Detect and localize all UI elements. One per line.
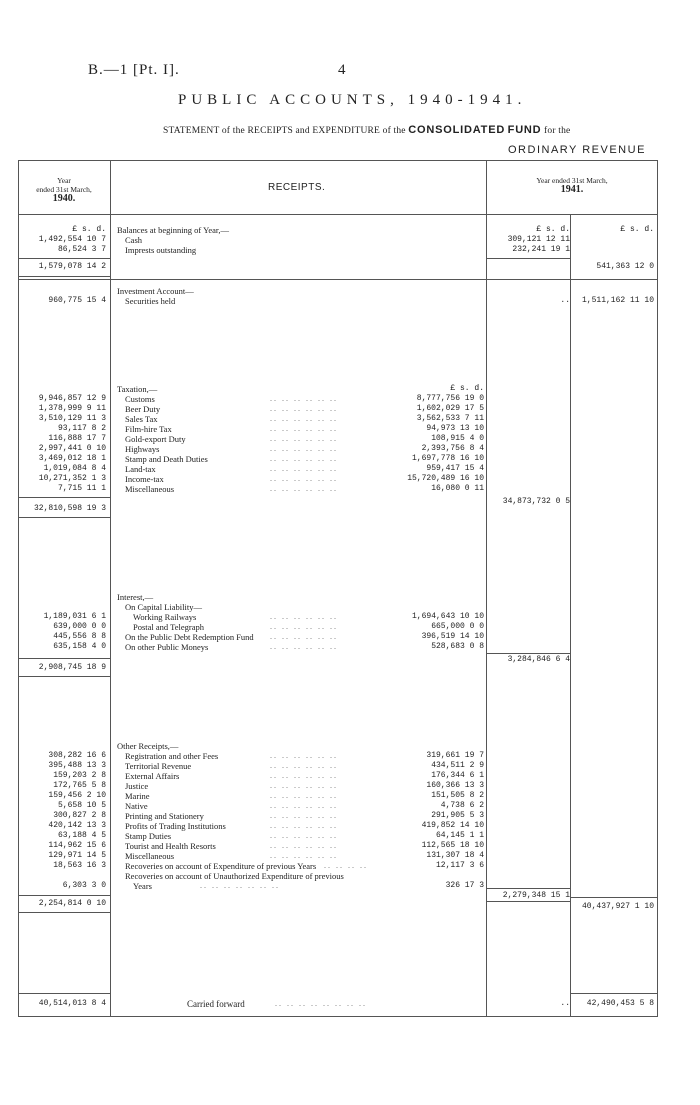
subtotal-rule — [18, 912, 110, 913]
subtitle-part-b: CONSOLIDATED — [408, 124, 506, 136]
subtotal-rule — [570, 897, 658, 898]
leader-dots: .. .. .. .. .. .. — [270, 851, 338, 860]
leader-dots: .. .. .. .. .. .. — [270, 771, 338, 780]
table-row — [0, 394, 700, 404]
inner-amount: 3,562,533 7 11 — [416, 414, 484, 423]
table-row — [0, 424, 700, 434]
section-rule — [18, 279, 658, 280]
subtotal-row — [0, 663, 700, 673]
inner-amount: 108,915 4 0 — [431, 434, 484, 443]
prev-amount: 639,000 0 0 — [53, 622, 106, 631]
leader-dots: .. .. .. .. .. .. — [270, 394, 338, 403]
leader-dots: .. .. .. .. .. .. — [270, 414, 338, 423]
table-row — [0, 464, 700, 474]
prev-amount: 116,888 17 7 — [48, 434, 106, 443]
inner-amount: 160,366 13 3 — [426, 781, 484, 790]
inner-amount: 2,393,756 8 4 — [421, 444, 484, 453]
prev-amount: 445,556 8 8 — [53, 632, 106, 641]
row-label: Recoveries on account of Unauthorized Expenditure of previous — [125, 871, 344, 881]
table-row — [0, 484, 700, 494]
row-label: External Affairs — [125, 771, 180, 781]
leader-dots: .. .. .. .. .. .. — [270, 464, 338, 473]
prev-amount: 6,303 3 0 — [62, 881, 106, 890]
page-title: PUBLIC ACCOUNTS, 1940-1941. — [178, 92, 527, 108]
current-carried: .. — [560, 999, 570, 1008]
leader-dots: .. .. .. .. .. .. .. — [200, 881, 280, 890]
table-row — [0, 761, 700, 771]
statement-subtitle — [163, 124, 570, 136]
leader-dots: .. .. .. .. .. .. — [270, 484, 338, 493]
table-row — [0, 881, 700, 891]
leader-dots: .. .. .. .. .. .. — [270, 444, 338, 453]
document-reference: B.—1 [Pt. I]. — [88, 62, 180, 78]
prev-amount: 635,158 4 0 — [53, 642, 106, 651]
total-carried: 42,490,453 5 8 — [586, 999, 654, 1008]
row-label: Territorial Revenue — [125, 761, 192, 771]
table-row — [0, 791, 700, 801]
leader-dots: .. .. .. .. .. .. — [270, 632, 338, 641]
inner-amount: 665,000 0 0 — [431, 622, 484, 631]
prev-amount: 1,019,084 8 4 — [43, 464, 106, 473]
table-row — [0, 632, 700, 642]
subtitle-part-c: FUND — [507, 124, 542, 136]
subtotal-rule — [486, 653, 570, 654]
inner-amount: 1,602,029 17 5 — [416, 404, 484, 413]
carried-rule — [18, 993, 110, 994]
subtotal-row — [0, 504, 700, 514]
section-total: 541,363 12 0 — [596, 262, 654, 271]
row-label: Beer Duty — [125, 404, 161, 414]
leader-dots: .. .. .. .. .. .. — [270, 612, 338, 621]
grand-total: 40,437,927 1 10 — [581, 902, 654, 911]
other-title: Other Receipts,— — [117, 741, 179, 751]
inner-amount: 4,738 6 2 — [440, 801, 484, 810]
leader-dots: .. .. .. .. .. .. — [270, 454, 338, 463]
leader-dots: .. .. .. .. .. .. — [270, 434, 338, 443]
leader-dots: .. .. .. .. .. .. — [270, 781, 338, 790]
carried-label: Carried forward — [187, 999, 245, 1009]
row-label: On the Public Debt Redemption Fund — [125, 632, 254, 642]
table-row — [0, 444, 700, 454]
subtotal-rule — [18, 676, 110, 677]
interest-subtitle: On Capital Liability— — [125, 602, 202, 612]
row-label: Customs — [125, 394, 155, 404]
row-label: Postal and Telegraph — [133, 622, 205, 632]
section-total: 3,284,846 6 4 — [507, 655, 570, 664]
prev-amount: 114,962 15 6 — [48, 841, 106, 850]
leader-dots: .. .. .. .. .. .. — [270, 801, 338, 810]
row-label: Securities held — [125, 296, 176, 306]
prev-amount: 1,492,554 10 7 — [38, 235, 106, 244]
inner-amount: 151,505 8 2 — [431, 791, 484, 800]
row-label: Working Railways — [133, 612, 197, 622]
table-row — [0, 245, 700, 255]
table-row — [0, 801, 700, 811]
subtotal-rule — [486, 888, 570, 889]
current-year-heading — [488, 176, 656, 194]
inner-amount: 15,720,489 16 10 — [407, 474, 484, 483]
row-label: Sales Tax — [125, 414, 158, 424]
inner-amount: 176,344 6 1 — [431, 771, 484, 780]
prev-subtotal: 2,908,745 18 9 — [38, 663, 106, 672]
prev-amount: 3,510,129 11 3 — [38, 414, 106, 423]
row-label: Cash — [125, 235, 142, 245]
receipts-heading: RECEIPTS. — [268, 182, 326, 193]
inner-amount: 112,565 18 10 — [421, 841, 484, 850]
table-row — [0, 474, 700, 484]
investment-title: Investment Account— — [117, 286, 194, 296]
table-head-rule — [18, 214, 658, 215]
prev-amount: 129,971 14 5 — [48, 851, 106, 860]
table-row — [0, 871, 700, 881]
carried-rule — [570, 993, 658, 994]
inner-amount: 528,683 0 8 — [431, 642, 484, 651]
table-row — [0, 622, 700, 632]
interest-title: Interest,— — [117, 592, 154, 602]
row-label: Stamp Duties — [125, 831, 172, 841]
leader-dots: .. .. .. .. .. .. — [270, 404, 338, 413]
taxation-title-row — [0, 384, 700, 394]
leader-dots: .. .. .. .. .. .. — [270, 791, 338, 800]
inner-amount: 291,905 5 3 — [431, 811, 484, 820]
leader-dots: .. .. .. .. .. .. — [270, 424, 338, 433]
prev-amount: 960,775 15 4 — [48, 296, 106, 305]
table-row — [0, 404, 700, 414]
table-row — [0, 296, 700, 306]
leader-dots: .. .. .. .. .. .. — [270, 811, 338, 820]
row-label: Income-tax — [125, 474, 164, 484]
interest-sub-row — [0, 602, 700, 612]
prev-year-value: 1940. — [52, 193, 76, 204]
table-row — [0, 414, 700, 424]
prev-carried: 40,514,013 8 4 — [38, 999, 106, 1008]
leader-dots: .. .. .. .. .. .. — [270, 474, 338, 483]
current-amount: 232,241 19 1 — [512, 245, 570, 254]
table-row — [0, 781, 700, 791]
prev-amount: 18,563 16 3 — [53, 861, 106, 870]
leader-dots: .. .. .. .. .. .. — [270, 642, 338, 651]
inner-amount: 326 17 3 — [445, 881, 484, 890]
subtotal-rule — [486, 258, 570, 259]
row-label: Highways — [125, 444, 160, 454]
inner-amount: 396,519 14 10 — [421, 632, 484, 641]
subtitle-part-a: STATEMENT of the RECEIPTS and EXPENDITURE of the — [163, 126, 406, 136]
table-row — [0, 841, 700, 851]
prev-subtotal: 1,579,078 14 2 — [38, 262, 106, 271]
prev-subtotal: 32,810,598 19 3 — [33, 504, 106, 513]
prev-amount: 3,469,012 18 1 — [38, 454, 106, 463]
row-label: On other Public Moneys — [125, 642, 209, 652]
lsd-prev: £ s. d. — [72, 225, 106, 234]
grand-total-row — [0, 902, 700, 912]
table-row — [0, 235, 700, 245]
row-label: Printing and Stationery — [125, 811, 204, 821]
lsd-current: £ s. d. — [536, 225, 570, 234]
table-row — [0, 771, 700, 781]
subtotal-rule — [18, 276, 110, 277]
current-year-value: 1941. — [560, 184, 584, 195]
leader-dots: .. .. .. .. .. .. — [270, 751, 338, 760]
inner-amount: 434,511 2 9 — [431, 761, 484, 770]
leader-dots: .. .. .. .. .. .. — [270, 831, 338, 840]
inner-amount: 8,777,756 19 0 — [416, 394, 484, 403]
ordinary-revenue-heading: ORDINARY REVENUE — [508, 144, 646, 156]
prev-year-heading-a: Year — [57, 176, 71, 185]
prev-amount: 308,282 16 6 — [48, 751, 106, 760]
balances-title-row — [0, 225, 700, 235]
row-label: Profits of Trading Institutions — [125, 821, 226, 831]
table-row — [0, 434, 700, 444]
table-row — [0, 821, 700, 831]
prev-amount: 93,117 8 2 — [57, 424, 106, 433]
current-amount: .. — [560, 296, 570, 305]
prev-amount: 172,765 5 8 — [53, 781, 106, 790]
row-label: Recoveries on account of Expenditure of previous Years — [125, 861, 317, 871]
section-total: 34,873,732 0 5 — [502, 497, 570, 506]
current-amount: 309,121 12 11 — [507, 235, 570, 244]
inner-amount: 319,661 19 7 — [426, 751, 484, 760]
prev-amount: 86,524 3 7 — [57, 245, 106, 254]
table-row — [0, 454, 700, 464]
prev-amount: 10,271,352 1 3 — [38, 474, 106, 483]
prev-year-heading — [20, 176, 108, 203]
prev-amount: 2,997,441 0 10 — [38, 444, 106, 453]
row-label: Gold-export Duty — [125, 434, 186, 444]
prev-amount: 159,203 2 8 — [53, 771, 106, 780]
leader-dots: .. .. .. .. .. .. — [270, 761, 338, 770]
row-label: Land-tax — [125, 464, 156, 474]
current-year-heading-a: Year ended 31st March, — [536, 176, 608, 185]
table-bottom-rule — [18, 1016, 658, 1017]
prev-amount: 9,946,857 12 9 — [38, 394, 106, 403]
leader-dots: .. .. .. .. — [324, 861, 368, 870]
carried-forward-row — [0, 999, 700, 1009]
lsd-total: £ s. d. — [620, 225, 654, 234]
row-label: Justice — [125, 781, 149, 791]
row-label: Miscellaneous — [125, 484, 175, 494]
prev-amount: 420,142 13 3 — [48, 821, 106, 830]
table-row — [0, 831, 700, 841]
row-label: Miscellaneous — [125, 851, 175, 861]
inner-amount: 16,080 0 11 — [431, 484, 484, 493]
prev-amount: 395,488 13 3 — [48, 761, 106, 770]
inner-amount: 94,973 13 10 — [426, 424, 484, 433]
table-row — [0, 612, 700, 622]
other-title-row — [0, 741, 700, 751]
inner-amount: 419,852 14 10 — [421, 821, 484, 830]
table-row — [0, 642, 700, 652]
prev-amount: 7,715 11 1 — [57, 484, 106, 493]
prev-amount: 63,188 4 5 — [57, 831, 106, 840]
subtotal-rule — [18, 258, 110, 259]
lsd-inner: £ s. d. — [450, 384, 484, 393]
table-row — [0, 811, 700, 821]
subtotal-row — [0, 262, 700, 272]
leader-dots: .. .. .. .. .. .. — [270, 821, 338, 830]
inner-amount: 64,145 1 1 — [435, 831, 484, 840]
row-label: Imprests outstanding — [125, 245, 197, 255]
balances-title: Balances at beginning of Year,— — [117, 225, 230, 235]
prev-amount: 159,456 2 10 — [48, 791, 106, 800]
row-label: Years — [133, 881, 152, 891]
prev-subtotal: 2,254,814 0 10 — [38, 899, 106, 908]
inner-amount: 131,307 18 4 — [426, 851, 484, 860]
page-number: 4 — [338, 62, 346, 78]
row-label: Registration and other Fees — [125, 751, 219, 761]
leader-dots: .. .. .. .. .. .. .. .. — [275, 999, 367, 1008]
row-label: Film-hire Tax — [125, 424, 172, 434]
table-row — [0, 751, 700, 761]
prev-amount: 1,378,999 9 11 — [38, 404, 106, 413]
inner-amount: 1,697,778 16 10 — [411, 454, 484, 463]
taxation-title: Taxation,— — [117, 384, 158, 394]
prev-year-heading-b: ended 31st March, — [36, 185, 92, 194]
table-row — [0, 861, 700, 871]
inner-amount: 1,694,643 10 10 — [411, 612, 484, 621]
inner-amount: 12,117 3 6 — [435, 861, 484, 870]
table-top-rule — [18, 160, 658, 161]
prev-amount: 1,189,031 6 1 — [43, 612, 106, 621]
prev-amount: 300,827 2 8 — [53, 811, 106, 820]
section-total: 2,279,348 15 1 — [502, 891, 570, 900]
table-row — [0, 851, 700, 861]
row-label: Native — [125, 801, 148, 811]
interest-title-row — [0, 592, 700, 602]
subtotal-rule — [18, 517, 110, 518]
inner-amount: 959,417 15 4 — [426, 464, 484, 473]
row-label: Tourist and Health Resorts — [125, 841, 216, 851]
leader-dots: .. .. .. .. .. .. — [270, 622, 338, 631]
prev-amount: 5,658 10 5 — [57, 801, 106, 810]
subtitle-part-d: for the — [544, 126, 571, 136]
row-label: Stamp and Death Duties — [125, 454, 208, 464]
investment-title-row — [0, 286, 700, 296]
leader-dots: .. .. .. .. .. .. — [270, 841, 338, 850]
row-label: Marine — [125, 791, 150, 801]
section-total: 1,511,162 11 10 — [581, 296, 654, 305]
